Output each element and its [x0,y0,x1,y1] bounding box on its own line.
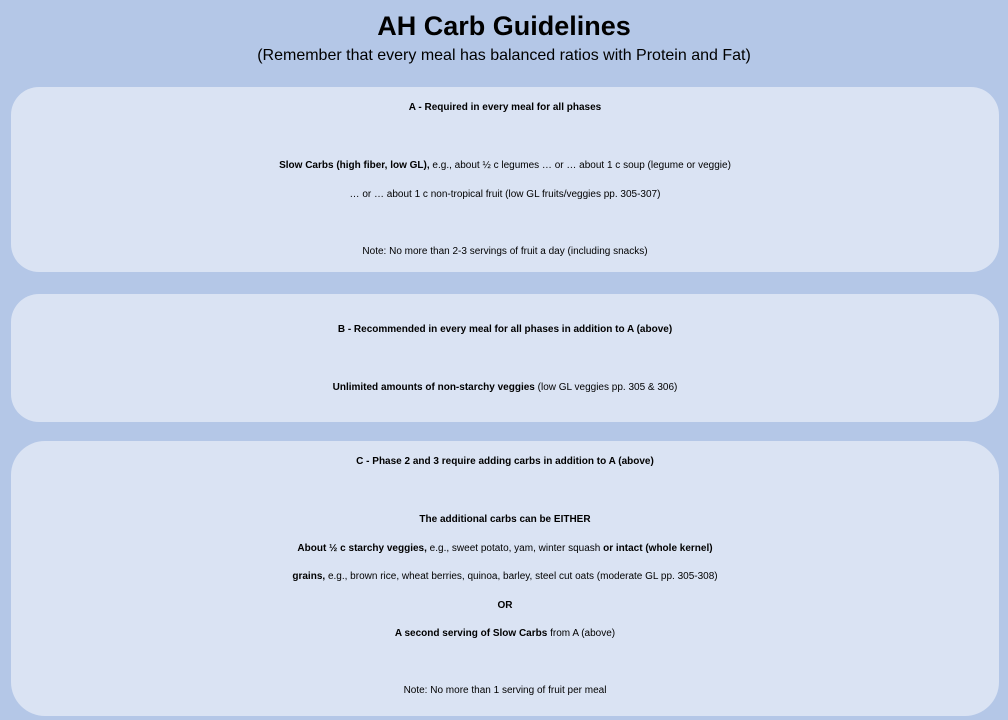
grains-detail: e.g., brown rice, wheat berries, quinoa, barley, steel cut oats (moderate GL pp. 305-308) [325,571,718,582]
section-c-line-2 [11,537,999,561]
section-c-panel [11,441,999,716]
section-b-line-1 [11,376,999,400]
section-a-panel [11,87,999,272]
section-c-line-5 [11,622,999,646]
section-c-line-3 [11,565,999,589]
second-serving-detail: from A (above) [547,628,616,639]
non-starchy-veggies-label: Unlimited amounts of non-starchy veggies [332,382,535,393]
page-subtitle: (Remember that every meal has balanced ratios with Protein and Fat) [257,47,751,64]
section-c-title: C - Phase 2 and 3 require adding carbs in addition to A (above) [356,456,654,467]
non-starchy-veggies-detail: (low GL veggies pp. 305 & 306) [534,382,678,393]
grains-label: grains, [292,571,326,582]
slow-carbs-label: Slow Carbs (high fiber, low GL), [279,160,430,171]
starchy-veggies-detail: e.g., sweet potato, yam, winter squash [426,543,604,554]
section-c-note: Note: No more than 1 serving of fruit per meal [403,685,607,696]
section-a-line-1 [11,154,999,178]
starchy-veggies-label: About ½ c starchy veggies, [297,543,427,554]
section-b-panel [11,294,999,422]
section-c-or: OR [497,600,513,611]
slow-carbs-detail: e.g., about ½ c legumes … or … about 1 c soup (legume or veggie) [429,160,731,171]
section-a-note: Note: No more than 2-3 servings of fruit a day (including snacks) [362,246,648,257]
section-a-line-2: … or … about 1 c non-tropical fruit (low GL fruits/veggies pp. 305-307) [349,189,661,200]
section-a-title: A - Required in every meal for all phases [408,102,602,113]
page-title: AH Carb Guidelines [377,11,631,41]
second-serving-label: A second serving of Slow Carbs [394,628,548,639]
section-b-title: B - Recommended in every meal for all phases in addition to A (above) [337,324,673,335]
section-c-either: The additional carbs can be EITHER [419,514,591,525]
intact-grains-label: or intact (whole kernel) [603,543,713,554]
